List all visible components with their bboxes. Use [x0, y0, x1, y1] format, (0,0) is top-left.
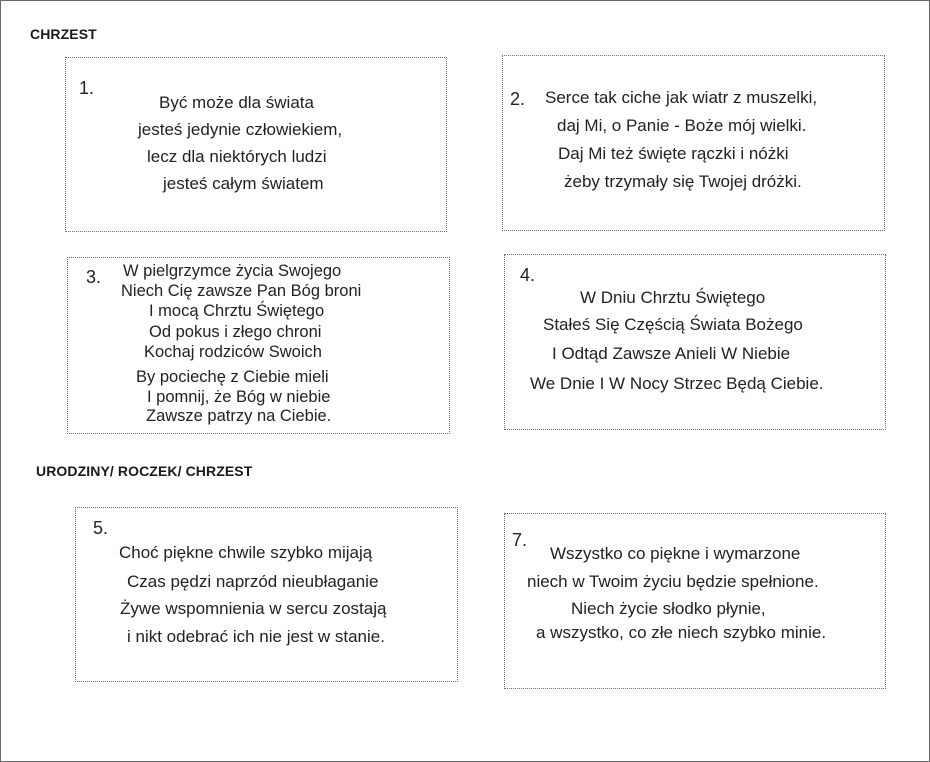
card-number: 2.	[510, 89, 526, 109]
verse-line: lecz dla niektórych ludzi	[147, 147, 327, 166]
verse-card-1	[65, 57, 447, 232]
verse-line: I pomnij, że Bóg w niebie	[147, 388, 331, 406]
verse-line: Niech Cię zawsze Pan Bóg broni	[121, 282, 362, 300]
verse-card-4	[504, 254, 886, 430]
card-number: 5.	[93, 518, 109, 538]
verse-line: i nikt odebrać ich nie jest w stanie.	[127, 627, 385, 646]
verse-line: W pielgrzymce życia Swojego	[123, 262, 342, 280]
verse-line: jesteś całym światem	[163, 174, 324, 193]
verse-line: jesteś jedynie człowiekiem,	[138, 120, 343, 139]
verse-line: I Odtąd Zawsze Anieli W Niebie	[552, 344, 791, 363]
verse-line: Serce tak ciche jak wiatr z muszelki,	[545, 88, 818, 107]
verse-line: niech w Twoim życiu będzie spełnione.	[527, 572, 819, 591]
verse-line: By pociechę z Ciebie mieli	[136, 368, 329, 386]
section-heading-urodziny: URODZINY/ ROCZEK/ CHRZEST	[36, 463, 253, 479]
verse-card-2	[502, 55, 885, 231]
verse-line: Daj Mi też święte rączki i nóżki	[558, 144, 789, 163]
verse-line: Kochaj rodziców Swoich	[144, 343, 322, 361]
card-number: 3.	[86, 267, 102, 287]
verse-line: Czas pędzi naprzód nieubłaganie	[127, 572, 379, 591]
verse-line: żeby trzymały się Twojej dróżki.	[564, 172, 802, 191]
verse-line: Być może dla świata	[159, 93, 314, 112]
verse-line: W Dniu Chrztu Świętego	[580, 288, 766, 307]
card-number: 4.	[520, 265, 536, 285]
card-number: 1.	[79, 78, 95, 98]
verse-card-3	[67, 257, 450, 434]
verse-line: a wszystko, co złe niech szybko minie.	[536, 623, 827, 642]
verse-line: We Dnie I W Nocy Strzec Będą Ciebie.	[530, 374, 824, 393]
verse-line: Wszystko co piękne i wymarzone	[550, 544, 801, 563]
verse-line: Żywe wspomnienia w sercu zostają	[120, 599, 387, 618]
verse-line: Zawsze patrzy na Ciebie.	[146, 407, 332, 425]
verse-line: Od pokus i złego chroni	[149, 323, 322, 341]
verse-line: Choć piękne chwile szybko mijają	[119, 543, 373, 562]
verse-line: daj Mi, o Panie - Boże mój wielki.	[557, 116, 807, 135]
verse-line: Niech życie słodko płynie,	[571, 599, 766, 618]
card-number: 7.	[512, 530, 528, 550]
section-heading-chrzest: CHRZEST	[30, 26, 97, 42]
verse-line: I mocą Chrztu Świętego	[149, 302, 325, 320]
verse-card-5	[75, 507, 458, 682]
verse-card-7	[504, 513, 886, 689]
verse-line: Stałeś Się Częścią Świata Bożego	[543, 315, 803, 334]
